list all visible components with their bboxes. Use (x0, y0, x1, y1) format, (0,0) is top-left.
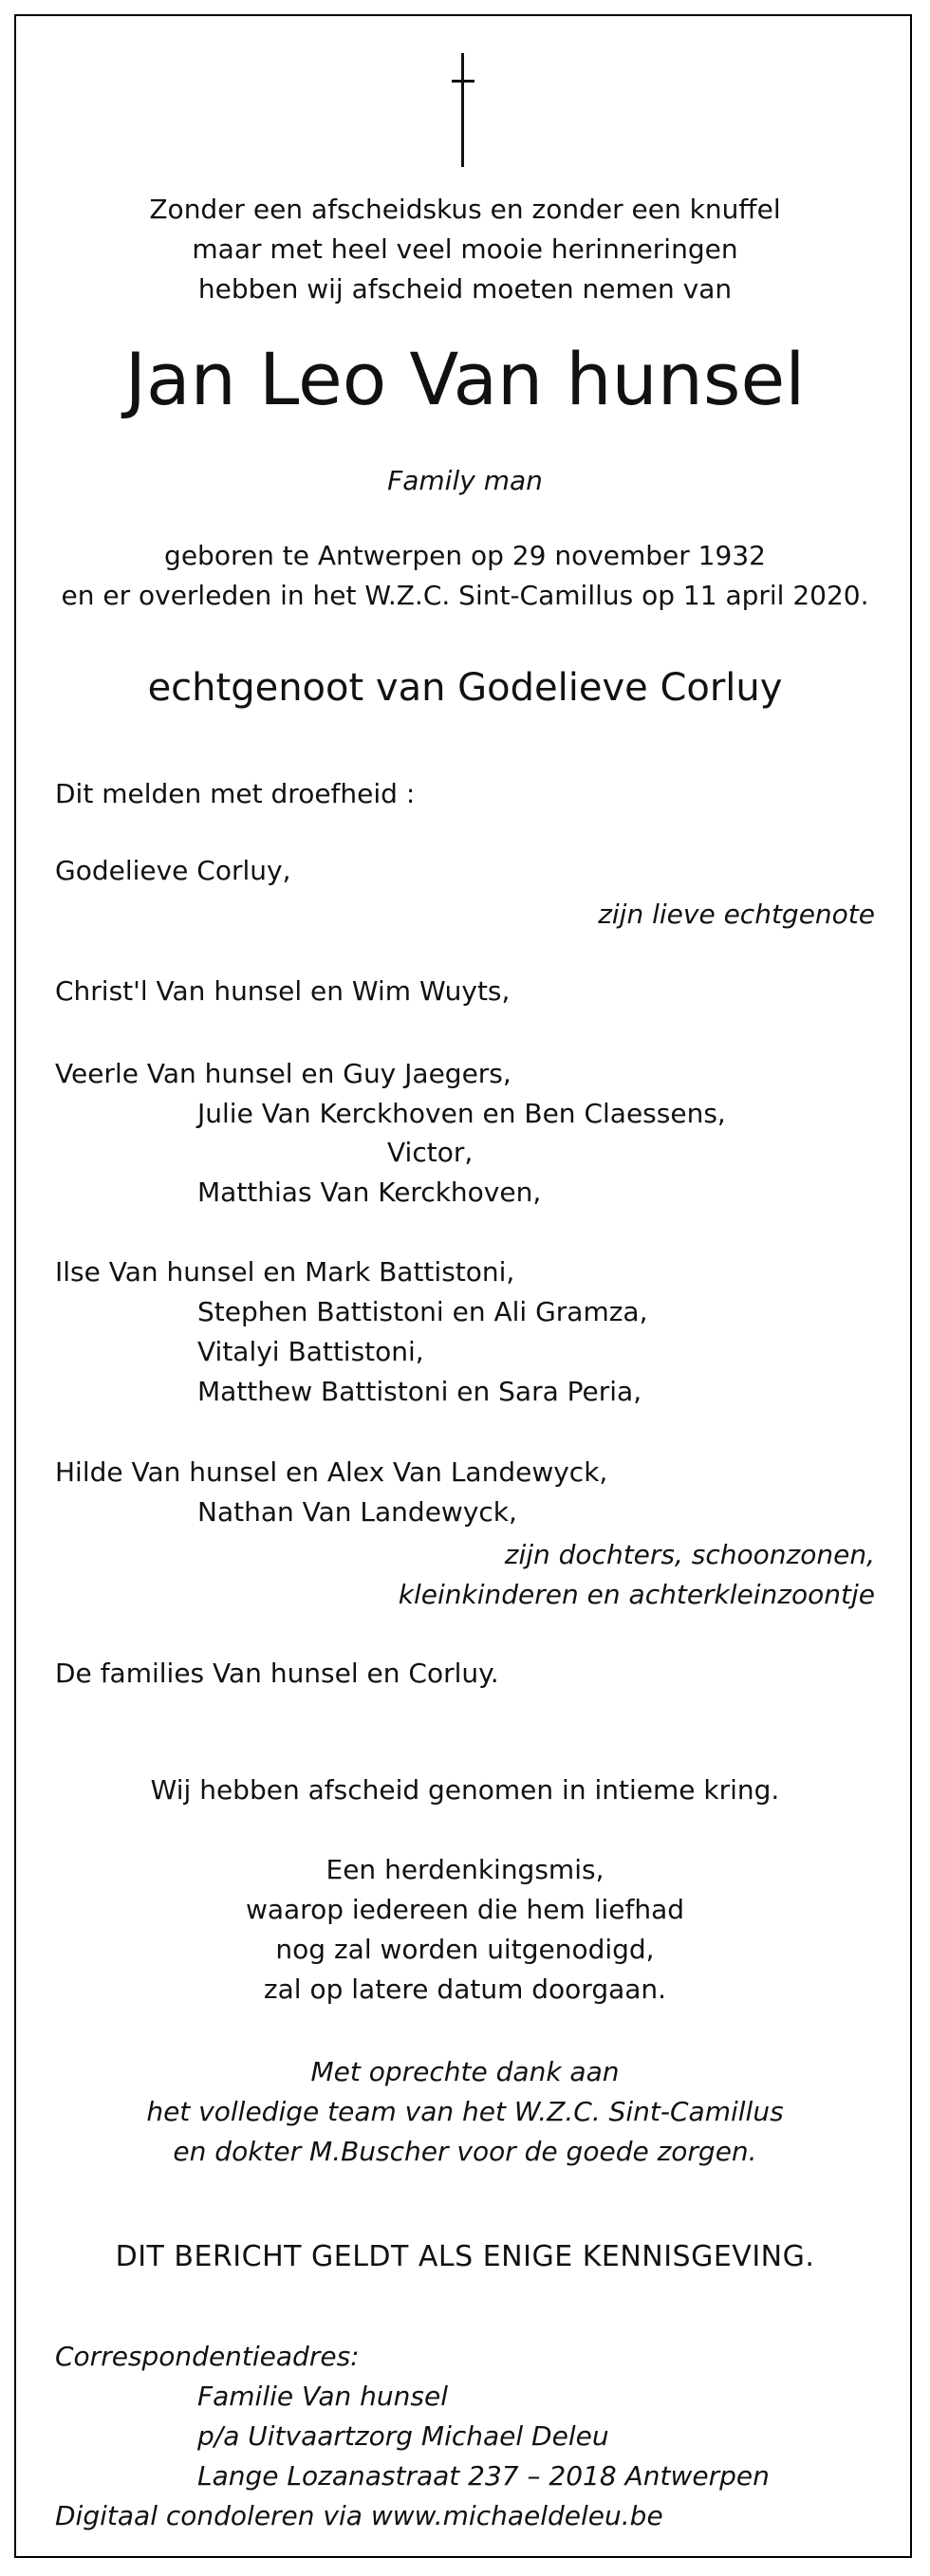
notice-line: DIT BERICHT GELDT ALS ENIGE KENNISGEVING. (115, 2240, 815, 2273)
correspondence-line-3: Lange Lozanastraat 237 – 2018 Antwerpen (197, 2460, 770, 2492)
ilse-child-1: Stephen Battistoni en Ali Gramza, (197, 1296, 648, 1327)
tagline: Family man (387, 465, 543, 496)
ilse-child-2: Vitalyi Battistoni, (197, 1336, 424, 1367)
veerle-child-3: Matthias Van Kerckhoven, (197, 1177, 542, 1208)
relation-line-1: zijn dochters, schoonzonen, (504, 1539, 875, 1570)
spouse-line: echtgenoot van Godelieve Corluy (147, 666, 783, 710)
cross-icon (452, 53, 474, 167)
memorial-line-3: nog zal worden uitgenodigd, (275, 1934, 655, 1965)
farewell-line: Wij hebben afscheid genomen in intieme kring. (150, 1774, 780, 1806)
deceased-name: Jan Leo Van hunsel (124, 337, 806, 421)
thanks-line-1: Met oprechte dank aan (310, 2056, 620, 2087)
family-hilde: Hilde Van hunsel en Alex Van Landewyck, (55, 1456, 608, 1488)
birth-line: geboren te Antwerpen op 29 november 1932 (164, 540, 766, 571)
ilse-child-3: Matthew Battistoni en Sara Peria, (197, 1376, 642, 1407)
memorial-line-1: Een herdenkingsmis, (326, 1854, 604, 1885)
correspondence-line-1: Familie Van hunsel (197, 2381, 449, 2412)
relation-line-2: kleinkinderen en achterkleinzoontje (398, 1579, 875, 1610)
correspondence-heading: Correspondentieadres: (55, 2341, 360, 2372)
family-ilse: Ilse Van hunsel en Mark Battistoni, (55, 1256, 515, 1288)
announce-heading: Dit melden met droefheid : (55, 778, 416, 809)
veerle-child-2: Victor, (387, 1137, 474, 1168)
wife-relation: zijn lieve echtgenote (598, 899, 875, 930)
thanks-line-3: en dokter M.Buscher voor de goede zorgen. (173, 2136, 757, 2167)
condolence-line: Digitaal condoleren via www.michaeldeleu.be (55, 2500, 663, 2531)
correspondence-line-2: p/a Uitvaartzorg Michael Deleu (197, 2420, 609, 2452)
memorial-line-2: waarop iedereen die hem liefhad (245, 1894, 685, 1925)
hilde-child-1: Nathan Van Landewyck, (197, 1496, 517, 1528)
wife-name: Godelieve Corluy, (55, 855, 291, 886)
veerle-child-1: Julie Van Kerckhoven en Ben Claessens, (197, 1098, 726, 1129)
family-christl: Christ'l Van hunsel en Wim Wuyts, (55, 975, 511, 1007)
families-line: De families Van hunsel en Corluy. (55, 1658, 499, 1689)
family-veerle: Veerle Van hunsel en Guy Jaegers, (55, 1058, 512, 1089)
intro-line-2: maar met heel veel mooie herinneringen (192, 233, 738, 265)
thanks-line-2: het volledige team van het W.Z.C. Sint-Camillus (146, 2096, 784, 2127)
intro-line-3: hebben wij afscheid moeten nemen van (197, 273, 733, 305)
memorial-line-4: zal op latere datum doorgaan. (263, 1974, 667, 2005)
intro-line-1: Zonder een afscheidskus en zonder een knuffel (149, 194, 781, 225)
death-line: en er overleden in het W.Z.C. Sint-Camillus op 11 april 2020. (61, 580, 869, 611)
